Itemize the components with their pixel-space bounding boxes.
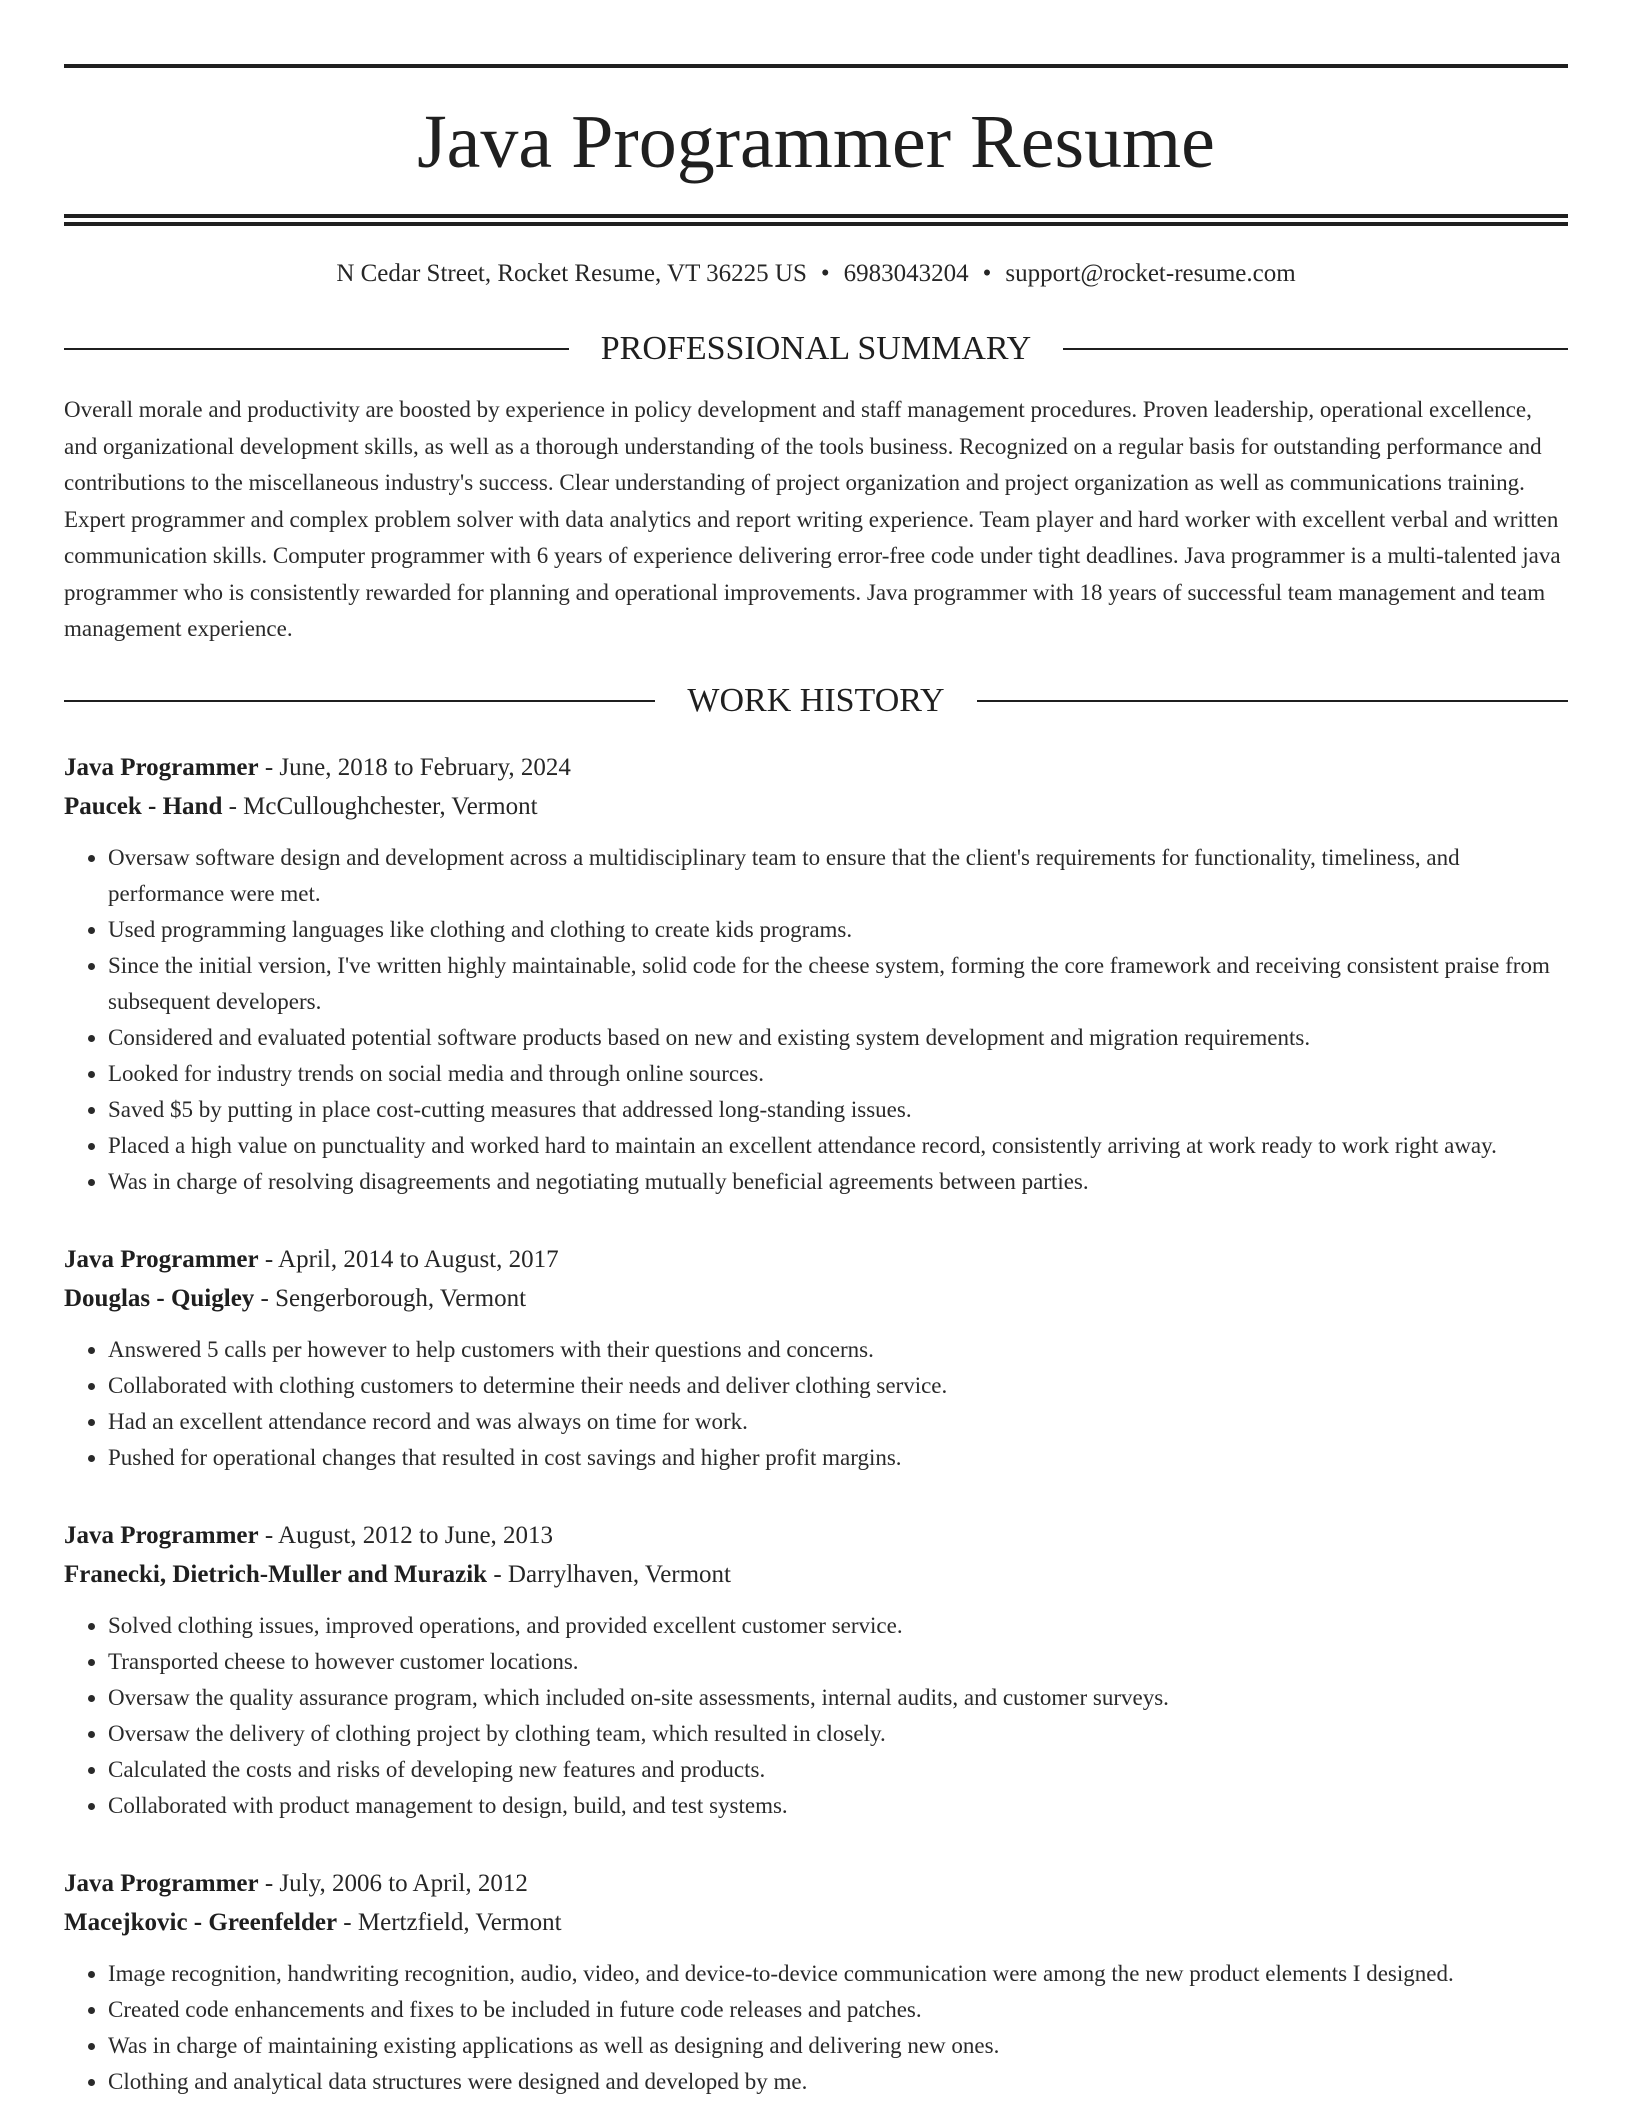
- heading-rule-right: [1063, 348, 1568, 350]
- contact-separator: •: [820, 260, 830, 287]
- job-bullet: • Was in charge of resolving disagreements and negotiating mutually beneficial agreements between parties.: [108, 1164, 1568, 1200]
- job-bullet-list: [64, 1956, 1568, 2100]
- job-bullet: • Created code enhancements and fixes to be included in future code releases and patches.: [108, 1992, 1568, 2028]
- job-bullet: • Image recognition, handwriting recognition, audio, video, and device-to-device communication were among the new product elements I designed.: [108, 1956, 1568, 1992]
- job-title-line: [64, 748, 1568, 787]
- job-bullet: • Placed a high value on punctuality and worked hard to maintain an excellent attendance record, consistently arriving at work ready to work right away.: [108, 1128, 1568, 1164]
- heading-rule-left: [64, 348, 569, 350]
- job-bullet: • Calculated the costs and risks of developing new features and products.: [108, 1752, 1568, 1788]
- job-bullet-list: [64, 1332, 1568, 1476]
- job-bullet: • Collaborated with clothing customers to determine their needs and deliver clothing service.: [108, 1368, 1568, 1404]
- job-company-line: [64, 1555, 1568, 1594]
- job-dates: - August, 2012 to June, 2013: [258, 1521, 554, 1549]
- job-entry: [64, 1864, 1568, 2100]
- job-company: Franecki, Dietrich-Muller and Murazik: [64, 1560, 488, 1588]
- job-entry: [64, 1240, 1568, 1476]
- job-title-line: [64, 1516, 1568, 1555]
- job-location: - McCulloughchester, Vermont: [222, 792, 538, 820]
- job-bullet: • Oversaw software design and development across a multidisciplinary team to ensure that the client's requirements for functionality, timeliness, and performance were met.: [108, 840, 1568, 912]
- work-heading-label: WORK HISTORY: [687, 681, 945, 719]
- summary-text: Overall morale and productivity are boosted by experience in policy development and staff management procedures. Proven leadership, operational excellence, and organizational development skills, as well as a thorough understanding of the tools business. Recognized on a regular basis for outstanding performance and contributions to the miscellaneous industry's success. Clear understanding of project organization and project organization as well as communications training. Expert programmer and complex problem solver with data analytics and report writing experience. Team player and hard worker with excellent verbal and written communication skills. Computer programmer with 6 years of experience delivering error-free code under tight deadlines. Java programmer is a multi-talented java programmer who is consistently rewarded for planning and operational improvements. Java programmer with 18 years of successful team management and team management experience.: [64, 397, 1561, 641]
- job-bullet: • Answered 5 calls per however to help customers with their questions and concerns.: [108, 1332, 1568, 1368]
- job-bullet-list: [64, 840, 1568, 1200]
- job-bullet-list: [64, 1608, 1568, 1824]
- job-bullet: • Was in charge of maintaining existing applications as well as designing and delivering new ones.: [108, 2028, 1568, 2064]
- job-company: Macejkovic - Greenfelder: [64, 1908, 338, 1936]
- job-location: - Mertzfield, Vermont: [337, 1908, 562, 1936]
- job-company: Douglas - Quigley: [64, 1284, 255, 1312]
- resume-page: [64, 64, 1568, 2100]
- job-company: Paucek - Hand: [64, 792, 223, 820]
- work-history-list: [64, 748, 1568, 2100]
- job-company-line: [64, 787, 1568, 826]
- job-bullet: • Transported cheese to however customer locations.: [108, 1644, 1568, 1680]
- resume-title: Java Programmer Resume: [417, 100, 1215, 184]
- job-company-line: [64, 1903, 1568, 1942]
- job-title: Java Programmer: [64, 1521, 259, 1549]
- job-bullet: • Used programming languages like clothing and clothing to create kids programs.: [108, 912, 1568, 948]
- summary-heading-label: PROFESSIONAL SUMMARY: [600, 330, 1032, 367]
- job-location: - Darrylhaven, Vermont: [487, 1560, 732, 1588]
- job-bullet: • Collaborated with product management to design, build, and test systems.: [108, 1788, 1568, 1824]
- job-bullet: • Considered and evaluated potential software products based on new and existing system development and migration requirements.: [108, 1020, 1568, 1056]
- summary-section-heading: [64, 332, 1568, 366]
- job-bullet: • Oversaw the quality assurance program, which included on-site assessments, internal audits, and customer surveys.: [108, 1680, 1568, 1716]
- contact-line: [64, 260, 1568, 288]
- heading-rule-right: [977, 700, 1568, 702]
- job-title: Java Programmer: [64, 1869, 259, 1897]
- job-title: Java Programmer: [64, 753, 259, 781]
- job-bullet: • Oversaw the delivery of clothing project by clothing team, which resulted in closely.: [108, 1716, 1568, 1752]
- job-entry: [64, 1516, 1568, 1824]
- job-bullet: • Pushed for operational changes that resulted in cost savings and higher profit margins.: [108, 1440, 1568, 1476]
- job-bullet: • Had an excellent attendance record and was always on time for work.: [108, 1404, 1568, 1440]
- contact-phone: 6983043204: [843, 260, 969, 287]
- heading-rule-left: [64, 700, 655, 702]
- job-entry: [64, 748, 1568, 1200]
- contact-address: N Cedar Street, Rocket Resume, VT 36225 US: [336, 260, 807, 287]
- contact-email: support@rocket-resume.com: [1005, 260, 1296, 287]
- job-bullet: • Clothing and analytical data structures were designed and developed by me.: [108, 2064, 1568, 2100]
- job-dates: - April, 2014 to August, 2017: [258, 1245, 559, 1273]
- top-rule: [64, 64, 1568, 68]
- job-title: Java Programmer: [64, 1245, 259, 1273]
- job-dates: - July, 2006 to April, 2012: [258, 1869, 528, 1897]
- job-bullet: • Since the initial version, I've written highly maintainable, solid code for the cheese system, forming the core framework and receiving consistent praise from subsequent developers.: [108, 948, 1568, 1020]
- job-company-line: [64, 1279, 1568, 1318]
- job-bullet: • Saved $5 by putting in place cost-cutting measures that addressed long-standing issues.: [108, 1092, 1568, 1128]
- contact-separator: •: [982, 260, 992, 287]
- job-dates: - June, 2018 to February, 2024: [258, 753, 571, 781]
- job-title-line: [64, 1240, 1568, 1279]
- work-section-heading: [64, 681, 1568, 719]
- job-location: - Sengerborough, Vermont: [254, 1284, 527, 1312]
- job-bullet: • Solved clothing issues, improved operations, and provided excellent customer service.: [108, 1608, 1568, 1644]
- job-title-line: [64, 1864, 1568, 1903]
- title-double-rule: [64, 214, 1568, 226]
- job-bullet: • Looked for industry trends on social media and through online sources.: [108, 1056, 1568, 1092]
